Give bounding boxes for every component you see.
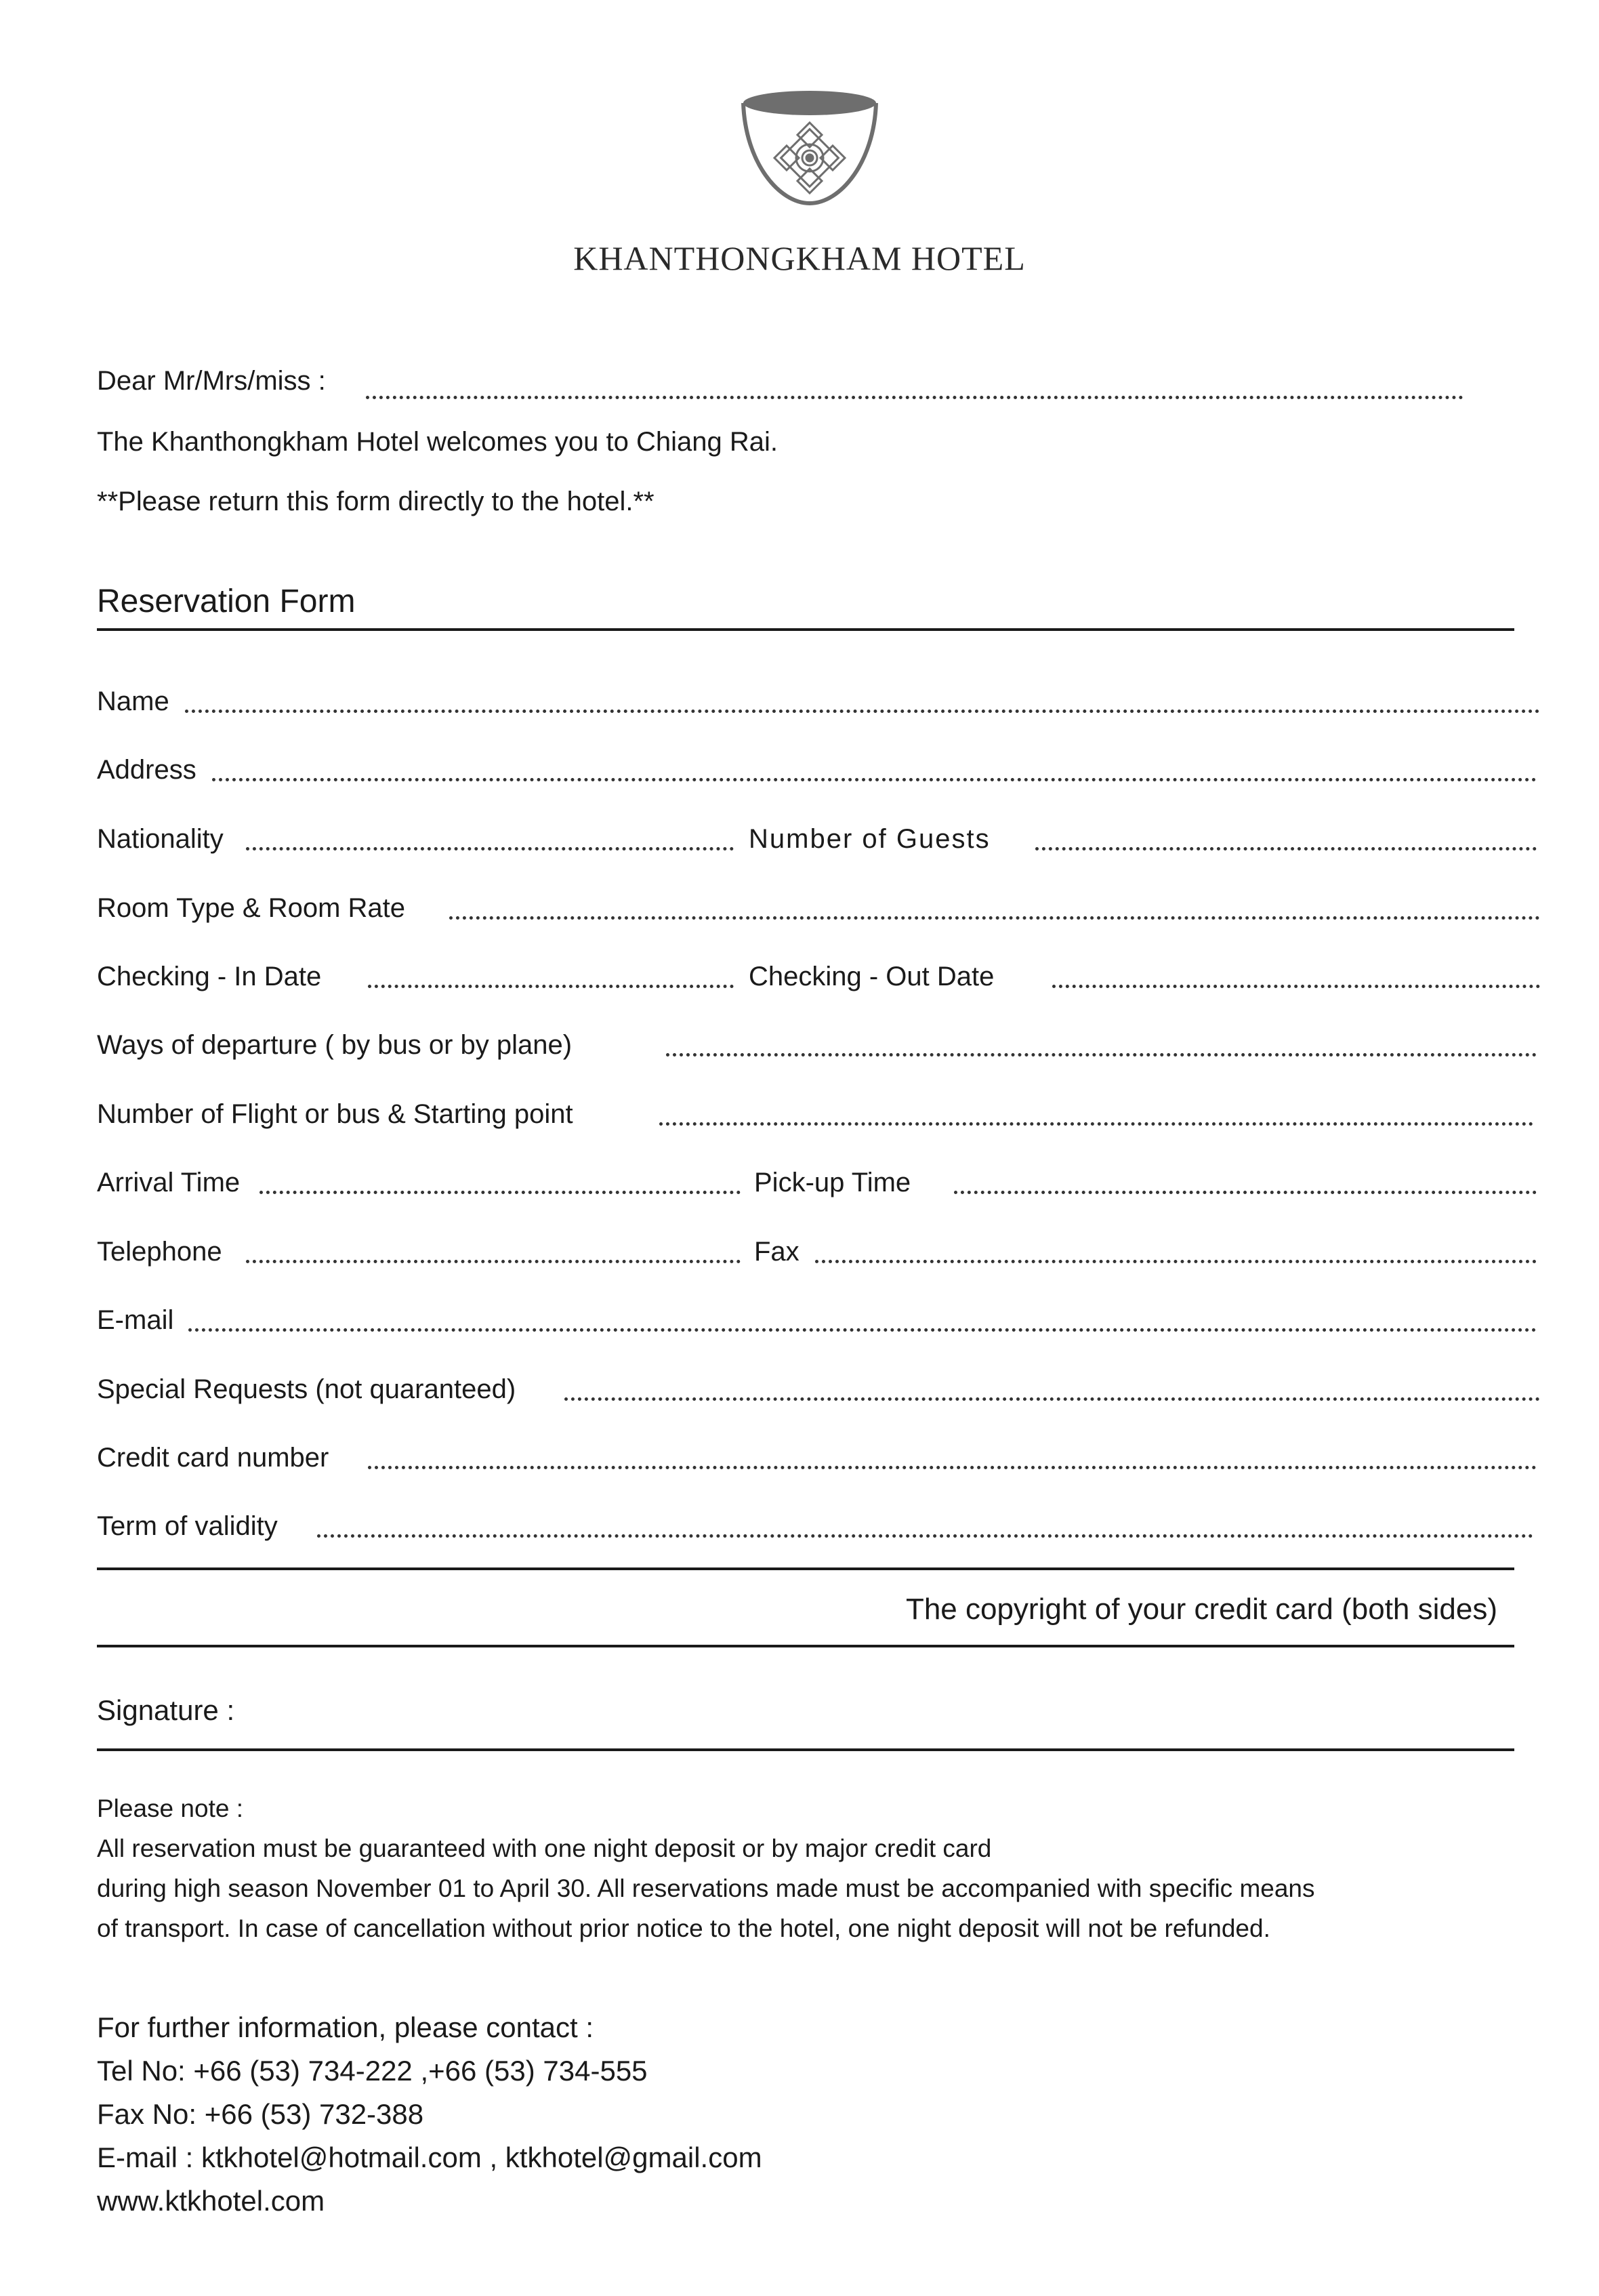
pickup-time-label: Pick-up Time bbox=[754, 1162, 920, 1203]
contact-tel: Tel No: +66 (53) 734-222 ,+66 (53) 734-555 bbox=[97, 2055, 648, 2087]
nationality-guests-row bbox=[97, 819, 1540, 859]
room-row bbox=[97, 888, 1540, 928]
flight-bus-label: Number of Flight or bus & Starting point bbox=[97, 1094, 583, 1134]
hotel-name: KHANTHONGKHAM HOTEL bbox=[573, 239, 1026, 277]
note-line: during high season November 01 to April 30. All reservations made must be accompanied with specific means bbox=[97, 1874, 1315, 1902]
telephone-label: Telephone bbox=[97, 1231, 232, 1272]
fax-label: Fax bbox=[754, 1231, 809, 1272]
term-of-validity-field[interactable] bbox=[317, 1534, 1533, 1538]
address-row bbox=[97, 750, 1540, 790]
room-type-rate-label: Room Type & Room Rate bbox=[97, 888, 415, 928]
name-label: Name bbox=[97, 681, 179, 722]
address-label: Address bbox=[97, 750, 206, 790]
special-requests-row bbox=[97, 1369, 1540, 1410]
note-line: All reservation must be guaranteed with one night deposit or by major credit card bbox=[97, 1834, 992, 1862]
credit-card-row bbox=[97, 1437, 1540, 1478]
times-row bbox=[97, 1162, 1540, 1203]
signature-line[interactable] bbox=[97, 1748, 1514, 1751]
checkout-date-field[interactable] bbox=[1052, 985, 1540, 988]
validity-row bbox=[97, 1506, 1540, 1546]
checkin-date-label: Checking - In Date bbox=[97, 956, 331, 997]
note-line: of transport. In case of cancellation without prior notice to the hotel, one night deposit will not be refunded. bbox=[97, 1914, 1270, 1942]
lotus-bowl-logo-icon bbox=[739, 88, 881, 207]
note-heading: Please note : bbox=[97, 1795, 243, 1822]
ways-of-departure-field[interactable] bbox=[666, 1053, 1537, 1057]
room-type-rate-field[interactable] bbox=[449, 916, 1540, 920]
flight-bus-field[interactable] bbox=[659, 1122, 1533, 1126]
term-of-validity-label: Term of validity bbox=[97, 1506, 287, 1546]
flight-row bbox=[97, 1094, 1540, 1134]
credit-card-number-label: Credit card number bbox=[97, 1437, 338, 1478]
name-row bbox=[97, 681, 1540, 722]
checkout-date-label: Checking - Out Date bbox=[749, 956, 1003, 997]
dates-row bbox=[97, 956, 1540, 997]
welcome-text: The Khanthongkham Hotel welcomes you to Chiang Rai. bbox=[97, 427, 778, 457]
checkin-date-field[interactable] bbox=[368, 985, 734, 988]
greeting-blank[interactable] bbox=[366, 396, 1463, 399]
address-field[interactable] bbox=[212, 778, 1537, 781]
email-label: E-mail bbox=[97, 1300, 183, 1340]
divider bbox=[97, 1567, 1514, 1570]
credit-card-number-field[interactable] bbox=[368, 1466, 1537, 1469]
contact-heading: For further information, please contact : bbox=[97, 2011, 594, 2043]
nationality-label: Nationality bbox=[97, 819, 233, 859]
return-note: **Please return this form directly to the hotel.** bbox=[97, 487, 655, 516]
greeting-line bbox=[97, 366, 326, 396]
special-requests-field[interactable] bbox=[564, 1397, 1540, 1401]
greeting-label: Dear Mr/Mrs/miss : bbox=[97, 366, 326, 396]
signature-label: Signature : bbox=[97, 1694, 235, 1726]
nationality-field[interactable] bbox=[246, 847, 734, 850]
section-title: Reservation Form bbox=[97, 583, 356, 619]
phone-fax-row bbox=[97, 1231, 1540, 1272]
divider bbox=[97, 1645, 1514, 1647]
email-field[interactable] bbox=[188, 1328, 1537, 1332]
email-row bbox=[97, 1300, 1540, 1340]
contact-fax: Fax No: +66 (53) 732-388 bbox=[97, 2098, 424, 2130]
contact-website: www.ktkhotel.com bbox=[97, 2185, 325, 2217]
contact-email: E-mail : ktkhotel@hotmail.com , ktkhotel@gmail.com bbox=[97, 2141, 762, 2173]
telephone-field[interactable] bbox=[246, 1260, 741, 1263]
number-of-guests-label: Number of Guests bbox=[749, 819, 1000, 859]
ways-of-departure-label: Ways of departure ( by bus or by plane) bbox=[97, 1025, 581, 1065]
departure-row bbox=[97, 1025, 1540, 1065]
credit-card-copy-note: The copyright of your credit card (both sides) bbox=[905, 1593, 1497, 1626]
number-of-guests-field[interactable] bbox=[1035, 847, 1537, 850]
arrival-time-label: Arrival Time bbox=[97, 1162, 249, 1203]
divider bbox=[97, 628, 1514, 631]
pickup-time-field[interactable] bbox=[954, 1191, 1537, 1194]
arrival-time-field[interactable] bbox=[259, 1191, 741, 1194]
name-field[interactable] bbox=[185, 710, 1540, 713]
special-requests-label: Special Requests (not quaranteed) bbox=[97, 1369, 525, 1410]
fax-field[interactable] bbox=[815, 1260, 1537, 1263]
